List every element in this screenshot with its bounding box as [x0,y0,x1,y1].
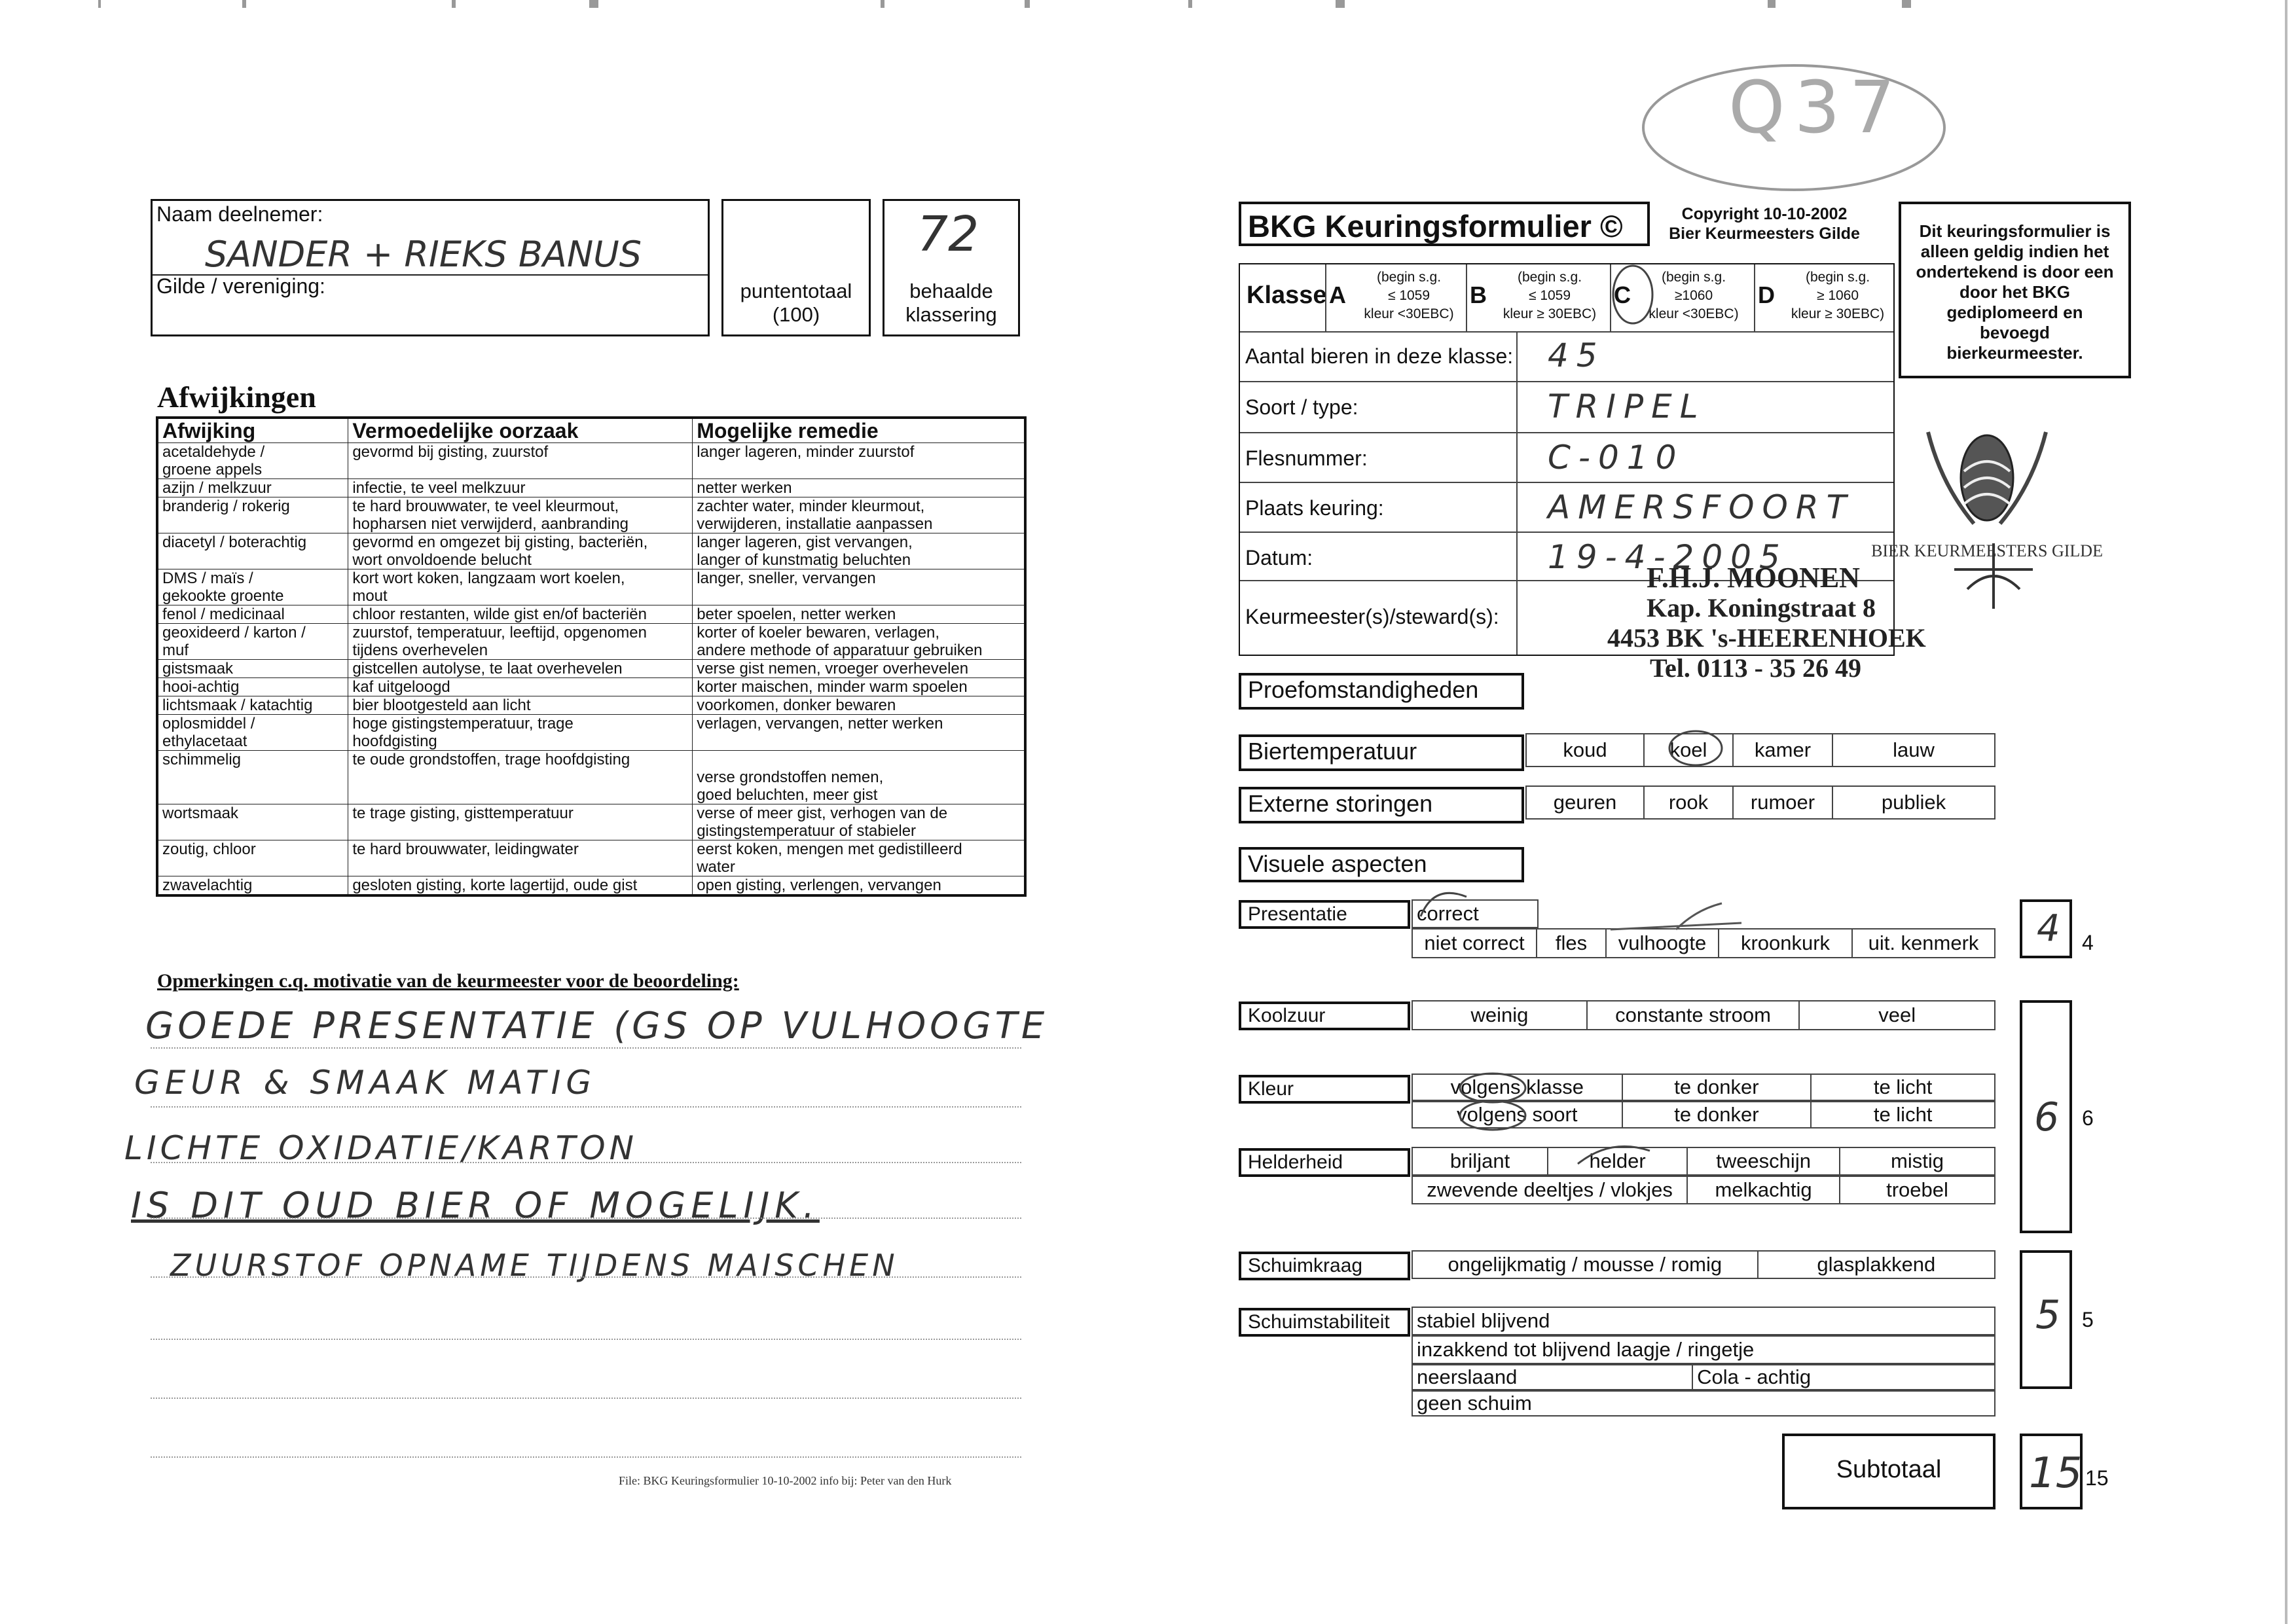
rank-value: 72 [917,206,979,262]
stab-option: neerslaand [1413,1365,1693,1389]
schuim-score-box [2020,1250,2072,1389]
schuim-option: glasplakkend [1817,1253,1936,1276]
deviations-row [157,605,1025,624]
stamp-phone: Tel. 0113 - 35 26 49 [1650,653,1861,683]
form-field-row [1240,433,1893,483]
deviations-row [157,678,1025,696]
deviations-cell: kort wort koken, langzaam wort koelen, mout [348,569,693,605]
deviations-row [157,696,1025,715]
klasse-label: Klasse [1247,281,1327,309]
participant-box [151,199,710,336]
stabiliteit-label: Schuimstabiliteit [1239,1308,1410,1337]
form-field-value: 45 [1548,336,1605,374]
klasse-description-line: ≤ 1059 [1387,288,1430,303]
deviations-row [157,479,1025,497]
deviations-row [157,624,1025,660]
kleur-option: volgens soort [1413,1102,1623,1127]
temp-option-selected: koel [1645,734,1734,766]
temp-options [1525,733,1995,767]
deviations-row [157,569,1025,605]
subtotaal-score: 15 [2029,1449,2083,1498]
form-field-label: Soort / type: [1245,395,1358,419]
helder-option: helder [1548,1148,1688,1174]
deviations-cell: netter werken [693,479,1025,497]
circle-mark [1607,262,1659,327]
deviations-title: Afwijkingen [157,380,316,414]
name-value: SANDER + RIEKS BANUS [205,234,642,275]
klasse-letter: A [1329,281,1346,308]
deviations-cell: verse of meer gist, verhogen van de gistingstemperatuur of stabieler [693,804,1025,840]
deviations-cell: beter spoelen, netter werken [693,605,1025,624]
schuim-label: Schuimkraag [1239,1252,1410,1280]
kleur-option: te licht [1873,1075,1933,1098]
copyright-owner: Bier Keurmeesters Gilde [1669,225,1860,243]
handwritten-marks [1414,877,1741,943]
schuim-max: 5 [2082,1308,2094,1331]
deviations-row [157,876,1025,896]
presentatie-option: vulhoogte [1607,929,1719,957]
deviations-cell: gevormd bij gisting, zuurstof [348,443,693,479]
helder-option: zwevende deeltjes / vlokjes [1413,1177,1688,1203]
klasse-description-line: (begin s.g. [1661,270,1726,285]
form-field-value: 19-4-2005 [1548,538,1788,576]
deviations-cell: zwavelachtig [157,876,348,896]
koolzuur-option: weinig [1413,1001,1588,1029]
koolzuur-option: constante stroom [1588,1001,1800,1029]
points-box [721,199,871,336]
deviations-cell: voorkomen, donker bewaren [693,696,1025,715]
deviations-cell: wortsmaak [157,804,348,840]
deviations-cell: te hard brouwwater, te veel kleurmout, hopharsen niet verwijderd, aanbranding [348,497,693,533]
deviations-cell: DMS / maïs / gekookte groente [157,569,348,605]
form-title: BKG Keuringsformulier © [1248,209,1623,244]
kleur-option: te licht [1873,1103,1933,1126]
temp-label: Biertemperatuur [1239,734,1524,771]
conditions-title: Proefomstandigheden [1239,673,1524,710]
schuim-option: ongelijkmatig / mousse / romig [1413,1252,1758,1278]
deviations-cell: verlagen, vervangen, netter werken [693,715,1025,751]
deviations-cell: langer lageren, gist vervangen, langer of kunstmatig beluchten [693,533,1025,569]
deviations-cell: verse gist nemen, vroeger overhevelen [693,660,1025,678]
ext-option: geuren [1527,787,1645,818]
scan-mark [1188,0,1192,8]
presentatie-correct: correct [1412,899,1539,928]
koolzuur-label: Koolzuur [1239,1001,1410,1030]
scan-edge [2285,0,2287,1624]
scan-mark [1768,0,1776,8]
deviations-row [157,840,1025,876]
stab-row-3 [1412,1364,1995,1390]
deviations-cell: kaf uitgeloogd [348,678,693,696]
deviations-cell: korter of koeler bewaren, verlagen, andere methode of apparatuur gebruiken [693,624,1025,660]
klasse-description-line: kleur <30EBC) [1364,306,1454,321]
form-field-row [1240,382,1893,433]
klasse-description [1783,268,1893,323]
klasse-description-line: kleur ≥ 30EBC) [1503,306,1597,321]
deviations-cell: korter maischen, minder warm spoelen [693,678,1025,696]
koolzuur-options [1412,1000,1995,1030]
schuim-options [1412,1250,1995,1279]
guild-label: Gilde / vereniging: [156,274,325,298]
deviations-cell: diacetyl / boterachtig [157,533,348,569]
form-title-box [1239,202,1650,246]
remark-line: IS DIT OUD BIER OF MOGELIJK. [131,1185,820,1226]
subtotaal-max: 15 [2085,1466,2109,1490]
remarks-title: Opmerkingen c.q. motivatie van de keurmeester voor de beoordeling: [157,970,739,992]
presentatie-option: kroonkurk [1719,929,1853,957]
deviations-cell: chloor restanten, wilde gist en/of bacteriën [348,605,693,624]
ext-options [1525,785,1995,820]
stab-row-2: inzakkend tot blijvend laagje / ringetje [1412,1335,1995,1364]
deviations-cell: eerst koken, mengen met gedistilleerd water [693,840,1025,876]
deviations-cell: bier blootgesteld aan licht [348,696,693,715]
ext-option: publiek [1881,791,1946,814]
remark-line: GEUR & SMAAK MATIG [134,1064,597,1102]
klasse-letter: C [1614,281,1631,308]
circle-mark [1666,728,1725,768]
points-max: (100) [772,303,820,326]
deviations-cell: hooi-achtig [157,678,348,696]
rank-box: 72 behaalde klassering [883,199,1020,336]
file-note: File: BKG Keuringsformulier 10-10-2002 info bij: Peter van den Hurk [619,1474,952,1487]
form-field-label: Keurmeester(s)/steward(s): [1245,605,1499,628]
schuim-score: 5 [2035,1292,2061,1338]
deviations-cell: schimmelig [157,751,348,804]
klasse-description-line: kleur ≥ 30EBC) [1791,306,1885,321]
validity-note: Dit keuringsformulier is alleen geldig indien het ondertekend is door een door het BKG gediplomeerd en bevoegd bierkeurmeester. [1899,202,2131,378]
klasse-description-line: (begin s.g. [1805,270,1870,285]
deviations-cell: langer lageren, minder zuurstof [693,443,1025,479]
kleur-max: 6 [2082,1106,2094,1130]
deviations-cell: azijn / melkzuur [157,479,348,497]
deviations-header: Afwijking [157,418,348,443]
deviations-cell: te trage gisting, gisttemperatuur [348,804,693,840]
deviations-row [157,443,1025,479]
stab-option: Cola - achtig [1697,1365,1812,1388]
helder-row-2 [1412,1176,1995,1204]
stab-row-4: geen schuim [1412,1390,1995,1416]
subtotaal-box [1782,1434,1995,1509]
scan-mark [881,0,884,8]
scan-mark [242,0,246,8]
kleur-label: Kleur [1239,1075,1410,1104]
stamp-city: 4453 BK 's-HEERENHOEK [1607,623,1926,653]
name-label: Naam deelnemer: [156,202,323,226]
klasse-description-line: kleur <30EBC) [1649,306,1739,321]
koolzuur-option: veel [1878,1003,1916,1026]
stab-row-1: stabiel blijvend [1412,1307,1995,1335]
guild-seal [1871,393,2118,655]
circle-mark [1571,1138,1656,1177]
helder-option: melkachtig [1688,1177,1840,1203]
form-field-value: AMERSFOORT [1548,488,1855,526]
visual-title: Visuele aspecten [1239,847,1524,882]
stamp-number: Q37 [1728,65,1904,149]
form-field-value: C-010 [1548,439,1685,477]
deviations-row [157,804,1025,840]
deviations-row [157,497,1025,533]
klasse-description-line: (begin s.g. [1376,270,1442,285]
helder-option: briljant [1413,1148,1548,1174]
scan-mark [1336,0,1345,8]
deviations-row [157,715,1025,751]
ext-label: Externe storingen [1239,787,1524,823]
scan-mark [452,0,456,8]
deviations-cell: oplosmiddel / ethylacetaat [157,715,348,751]
deviations-table [156,416,1027,897]
deviations-cell: te oude grondstoffen, trage hoofdgisting [348,751,693,804]
scan-mark [1902,0,1911,8]
deviations-cell: zuurstof, temperatuur, leeftijd, opgenomen tijdens overhevelen [348,624,693,660]
deviations-cell: geoxideerd / karton / muf [157,624,348,660]
seal-text: BIER KEURMEESTERS GILDE [1871,541,2103,560]
kleur-option: te donker [1623,1075,1812,1100]
klasse-letter: D [1758,281,1775,308]
deviations-row [157,533,1025,569]
klasse-description-line: ≤ 1059 [1528,288,1571,303]
klasse-description-line: (begin s.g. [1517,270,1582,285]
presentatie-option: niet correct [1413,929,1537,957]
helder-option: tweeschijn [1688,1148,1840,1174]
scan-mark [98,0,101,8]
klasse-description [1495,268,1605,323]
subtotaal-label: Subtotaal [1836,1456,1942,1483]
deviations-header: Mogelijke remedie [693,418,1025,443]
presentatie-option: fles [1537,929,1607,957]
deviations-cell: branderig / rokerig [157,497,348,533]
deviations-cell: te hard brouwwater, leidingwater [348,840,693,876]
remark-line: LICHTE OXIDATIE/KARTON [124,1129,638,1167]
helderheid-label: Helderheid [1239,1148,1410,1177]
ext-option: rumoer [1734,787,1833,818]
deviations-cell: langer, sneller, vervangen [693,569,1025,605]
deviations-cell: gevormd en omgezet bij gisting, bacteriën, wort onvoldoende belucht [348,533,693,569]
kleur-option: te donker [1623,1102,1812,1127]
deviations-cell: lichtsmaak / katachtig [157,696,348,715]
kleur-score: 6 [2034,1094,2060,1140]
temp-option: kamer [1734,734,1833,766]
deviations-cell: acetaldehyde / groene appels [157,443,348,479]
deviations-cell: zachter water, minder kleurmout, verwijderen, installatie aanpassen [693,497,1025,533]
circle-mark [1453,1068,1532,1134]
deviations-cell: infectie, te veel melkzuur [348,479,693,497]
presentatie-max: 4 [2082,931,2094,954]
klasse-letter: B [1470,281,1487,308]
presentatie-option: uit. kenmerk [1868,931,1979,954]
presentatie-label: Presentatie [1239,900,1410,929]
deviations-header: Vermoedelijke oorzaak [348,418,693,443]
form-field-value: TRIPEL [1548,388,1706,425]
temp-option: koud [1527,734,1645,766]
helder-option: mistig [1891,1149,1944,1172]
deviations-cell: gistcellen autolyse, te laat overhevelen [348,660,693,678]
temp-option: lauw [1893,738,1935,761]
kleur-score-box [2020,1000,2072,1233]
klasse-description-line: ≥1060 [1674,288,1713,303]
deviations-cell: open gisting, verlengen, vervangen [693,876,1025,896]
form-field-row [1240,331,1893,382]
helder-option: troebel [1886,1178,1948,1201]
klasse-description-line: ≥ 1060 [1816,288,1859,303]
subtotaal-score-box [2020,1434,2083,1509]
deviations-row [157,660,1025,678]
deviations-cell: fenol / medicinaal [157,605,348,624]
deviations-cell: hoge gistingstemperatuur, trage hoofdgisting [348,715,693,751]
form-field-row [1240,483,1893,533]
deviations-row [157,751,1025,804]
form-field-label: Aantal bieren in deze klasse: [1245,344,1514,368]
presentatie-score-box [2020,899,2072,958]
ext-option: rook [1645,787,1734,818]
stamp-street: Kap. Koningstraat 8 [1647,593,1876,623]
presentatie-score: 4 [2037,907,2060,950]
scan-mark [1025,0,1030,8]
deviations-cell: gistsmaak [157,660,348,678]
scan-mark [589,0,598,8]
copyright-date: Copyright 10-10-2002 [1681,205,1848,223]
rank-label: behaalde [909,280,993,302]
deviations-cell: gesloten gisting, korte lagertijd, oude gist [348,876,693,896]
points-label: puntentotaal [740,280,852,302]
form-field-label: Datum: [1245,546,1313,569]
stamp-name: F.H.J. MOONEN [1647,562,1860,594]
deviations-cell: verse grondstoffen nemen, goed beluchten, meer gist [693,751,1025,804]
klasse-description [1354,268,1464,323]
form-field-label: Flesnummer: [1245,446,1368,470]
remark-line: ZUURSTOF OPNAME TIJDENS MAISCHEN [170,1248,899,1283]
kleur-option: volgens klasse [1413,1075,1623,1100]
helder-row-1 [1412,1147,1995,1176]
form-field-label: Plaats keuring: [1245,496,1384,520]
deviations-cell: zoutig, chloor [157,840,348,876]
remark-line: GOEDE PRESENTATIE (GS OP VULHOOGTE [145,1005,1049,1047]
